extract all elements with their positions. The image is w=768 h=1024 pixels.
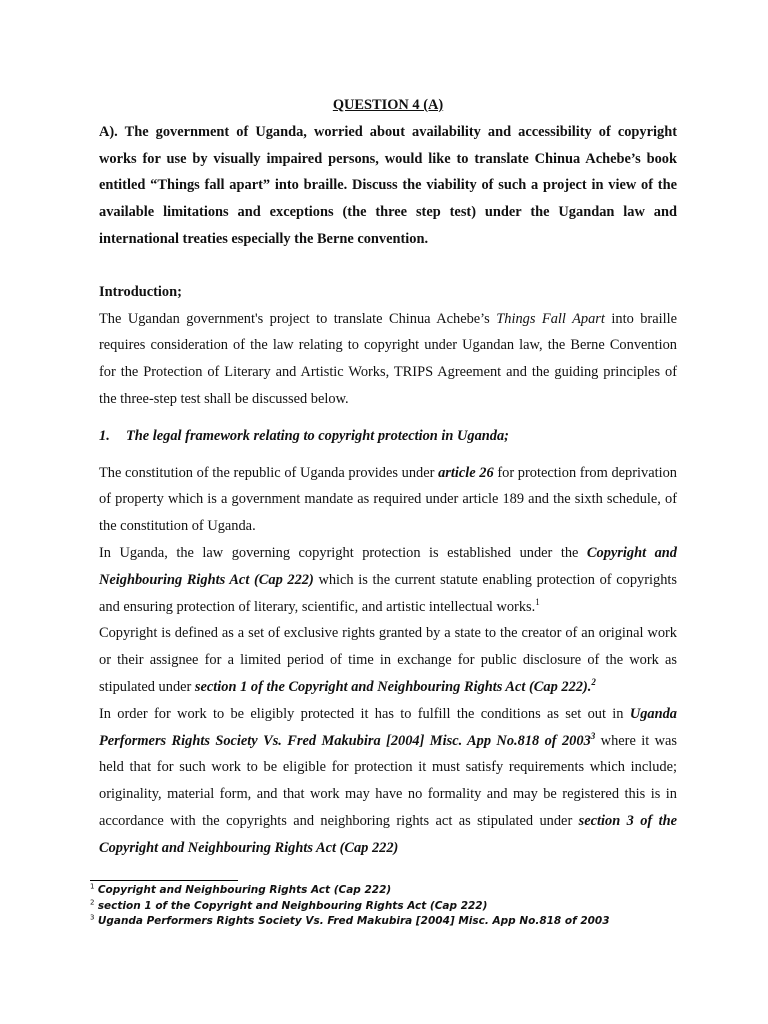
paragraph-constitution: [99, 460, 677, 540]
emphasis: Uganda Performers Rights Society Vs. Fred Makubira [2004] Misc. App No.818 of 2003: [99, 705, 677, 749]
footnote-separator: [90, 880, 238, 881]
intro-text: The Ugandan government's project to translate Chinua Achebe’s: [99, 310, 497, 327]
footnote-ref[interactable]: 2: [591, 677, 596, 688]
paragraph-eligibility: [99, 701, 677, 862]
footnote-number: 1: [90, 882, 95, 891]
body-text: In order for work to be eligibly protected it has to fulfill the conditions as set out in: [99, 705, 630, 722]
intro-heading: Introduction;: [99, 283, 182, 300]
footnote-text: section 1 of the Copyright and Neighbouring Rights Act (Cap 222): [97, 899, 488, 912]
section-number: 1.: [99, 427, 110, 444]
emphasis: section 3 of the Copyright and Neighbouring Rights Act (Cap 222): [99, 812, 677, 856]
footnote-number: 2: [90, 898, 95, 906]
question-text: A). The government of Uganda, worried about availability and accessibility of copyright works for use by visually impaired persons, would like to translate Chinua Achebe’s book entitled “Things fall apart” into braille. Discuss the viability of such a project in view of the available limitations and exceptions (the three step test) under the Ugandan law and international treaties especially the Berne convention.: [99, 123, 677, 247]
body-text: where it was held that for such work to be eligible for protection it must satisfy requirements which include; originality, material form, and that work may have no formality and may be registered this is in accordance with the copyrights and neighboring rights act as stipulated under: [99, 732, 678, 829]
book-title: Things Fall Apart: [496, 310, 605, 327]
emphasis: article 26: [438, 464, 494, 481]
footnote-item: [90, 883, 690, 899]
body-text: Copyright is defined as a set of exclusive rights granted by a state to the creator of an original work or their assignee for a limited period of time in exchange for public disclosure of the work as stipulated under: [99, 625, 677, 695]
section-heading: [99, 423, 677, 450]
body-text: for protection from deprivation of property which is a government mandate as required under article 189 and the sixth schedule, of the constitution of Uganda.: [99, 464, 677, 535]
page-title: QUESTION 4 (A): [332, 97, 444, 113]
intro-paragraph: [99, 306, 677, 413]
body-text: The constitution of the republic of Uganda provides under: [99, 464, 439, 481]
footnote-item: [90, 899, 690, 915]
footnote-text: Uganda Performers Rights Society Vs. Fred Makubira [2004] Misc. App No.818 of 2003: [97, 915, 610, 927]
footnote-ref[interactable]: 3: [590, 730, 596, 741]
emphasis: section 1 of the Copyright and Neighbouring Rights Act (Cap 222).: [194, 678, 592, 695]
document-page: [99, 92, 677, 862]
footnote-ref[interactable]: 1: [535, 596, 540, 607]
footnote-number: 3: [90, 913, 95, 922]
intro-text: into braille requires consideration of the law relating to copyright under Ugandan law, the Berne Convention for the Protection of Literary and Artistic Works, TRIPS Agreement and the guiding principles of the three-step test shall be discussed below.: [99, 310, 677, 407]
paragraph-definition: [99, 620, 677, 700]
emphasis: Copyright and Neighbouring Rights Act (Cap 222): [99, 544, 677, 588]
footnotes: [90, 883, 690, 930]
body-text: which is the current statute enabling protection of copyrights and ensuring protection of literary, scientific, and artistic intellectual works.: [99, 571, 677, 615]
body-text: In Uganda, the law governing copyright protection is established under the: [99, 544, 587, 561]
section-title: The legal framework relating to copyright protection in Uganda;: [126, 427, 509, 444]
footnote-item: [90, 914, 690, 930]
paragraph-law: [99, 540, 677, 620]
footnote-text: Copyright and Neighbouring Rights Act (Cap 222): [97, 884, 392, 896]
